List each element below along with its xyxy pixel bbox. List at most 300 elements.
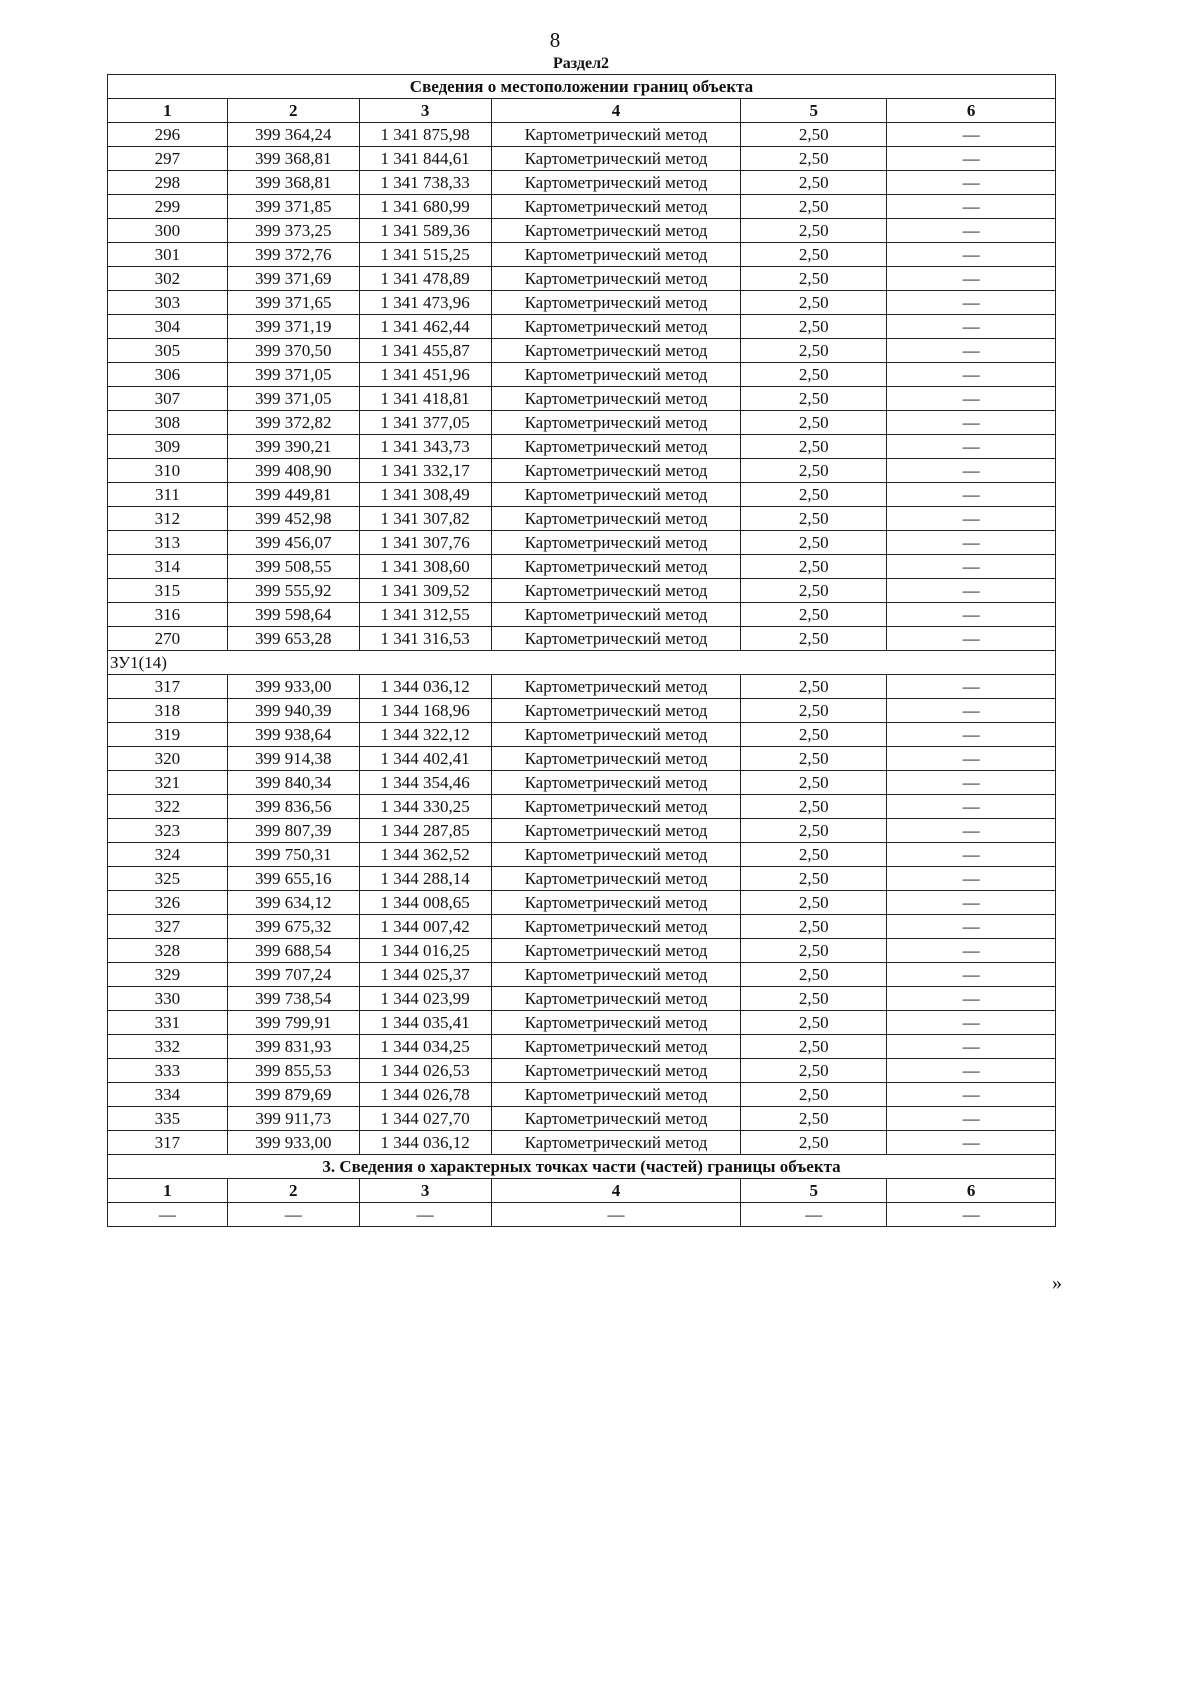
table-cell: 1 344 168,96 <box>359 699 491 723</box>
table-cell: 327 <box>108 915 228 939</box>
table-cell: 331 <box>108 1011 228 1035</box>
table-cell: 1 344 330,25 <box>359 795 491 819</box>
table-cell: — <box>887 171 1056 195</box>
table-cell: Картометрический метод <box>491 195 741 219</box>
table-cell: 1 341 308,60 <box>359 555 491 579</box>
table-cell: Картометрический метод <box>491 795 741 819</box>
table-row <box>108 843 1056 867</box>
table-row <box>108 507 1056 531</box>
column-header: 6 <box>887 1179 1056 1203</box>
table-cell: Картометрический метод <box>491 1035 741 1059</box>
table-cell: — <box>887 483 1056 507</box>
table-cell: 2,50 <box>741 603 887 627</box>
table-cell: 1 341 738,33 <box>359 171 491 195</box>
table-row <box>108 1035 1056 1059</box>
table-cell: 2,50 <box>741 363 887 387</box>
table-cell: 329 <box>108 963 228 987</box>
table-cell: 399 456,07 <box>227 531 359 555</box>
table-cell: 330 <box>108 987 228 1011</box>
table-cell: 399 370,50 <box>227 339 359 363</box>
table-cell: 311 <box>108 483 228 507</box>
table-cell: 2,50 <box>741 1035 887 1059</box>
table-title-row <box>108 75 1056 99</box>
table-cell: 1 344 016,25 <box>359 939 491 963</box>
table-cell: 2,50 <box>741 915 887 939</box>
table-cell: 309 <box>108 435 228 459</box>
closing-quote: » <box>1052 1272 1062 1294</box>
table-row <box>108 987 1056 1011</box>
column-header: 6 <box>887 99 1056 123</box>
table-cell: — <box>887 675 1056 699</box>
table-cell: Картометрический метод <box>491 1011 741 1035</box>
table-cell: Картометрический метод <box>491 939 741 963</box>
table-cell: Картометрический метод <box>491 387 741 411</box>
table-cell: 2,50 <box>741 1011 887 1035</box>
table-cell: 316 <box>108 603 228 627</box>
table-cell: Картометрический метод <box>491 579 741 603</box>
table-cell: Картометрический метод <box>491 507 741 531</box>
table-row <box>108 531 1056 555</box>
table-cell: 1 344 023,99 <box>359 987 491 1011</box>
table-cell: 1 344 026,78 <box>359 1083 491 1107</box>
table-cell: 1 344 402,41 <box>359 747 491 771</box>
table-cell: 1 341 455,87 <box>359 339 491 363</box>
table-row <box>108 819 1056 843</box>
column-header: 2 <box>227 1179 359 1203</box>
table-cell: — <box>887 699 1056 723</box>
table-cell: Картометрический метод <box>491 435 741 459</box>
table-cell: 1 341 875,98 <box>359 123 491 147</box>
table-cell: 2,50 <box>741 579 887 603</box>
table-cell: 1 341 307,82 <box>359 507 491 531</box>
table-cell: 2,50 <box>741 219 887 243</box>
group-row <box>108 651 1056 675</box>
table-cell: 1 341 478,89 <box>359 267 491 291</box>
table-cell: 2,50 <box>741 459 887 483</box>
table-row <box>108 1107 1056 1131</box>
table-cell: 335 <box>108 1107 228 1131</box>
table-cell: 399 371,65 <box>227 291 359 315</box>
table-cell: — <box>887 771 1056 795</box>
table-row <box>108 699 1056 723</box>
table-cell: Картометрический метод <box>491 267 741 291</box>
table-cell: 1 344 036,12 <box>359 1131 491 1155</box>
table-cell: 2,50 <box>741 1059 887 1083</box>
table-cell: 306 <box>108 363 228 387</box>
table-cell: 1 341 307,76 <box>359 531 491 555</box>
table-cell: — <box>491 1203 741 1227</box>
table-cell: 399 634,12 <box>227 891 359 915</box>
table-cell: 2,50 <box>741 627 887 651</box>
table-cell: — <box>887 867 1056 891</box>
table-cell: 319 <box>108 723 228 747</box>
table-cell: 298 <box>108 171 228 195</box>
table-cell: 325 <box>108 867 228 891</box>
table-cell: Картометрический метод <box>491 1059 741 1083</box>
table-cell: 1 341 451,96 <box>359 363 491 387</box>
table-cell: 299 <box>108 195 228 219</box>
table-cell: 399 371,05 <box>227 363 359 387</box>
table-cell: 2,50 <box>741 243 887 267</box>
table-cell: 297 <box>108 147 228 171</box>
table-cell: — <box>887 315 1056 339</box>
table-cell: — <box>887 363 1056 387</box>
table-cell: 2,50 <box>741 1083 887 1107</box>
table-cell: 2,50 <box>741 699 887 723</box>
table-cell: 399 750,31 <box>227 843 359 867</box>
table-cell: — <box>887 1203 1056 1227</box>
table-row <box>108 171 1056 195</box>
table-cell: Картометрический метод <box>491 483 741 507</box>
table-row <box>108 603 1056 627</box>
table-cell: — <box>887 123 1056 147</box>
table-cell: — <box>887 1083 1056 1107</box>
table-cell: Картометрический метод <box>491 243 741 267</box>
table-cell: 399 390,21 <box>227 435 359 459</box>
table-cell: — <box>887 603 1056 627</box>
table-row <box>108 459 1056 483</box>
table-cell: — <box>887 915 1056 939</box>
table-cell: 1 344 288,14 <box>359 867 491 891</box>
table-cell: 1 344 035,41 <box>359 1011 491 1035</box>
table-cell: 399 655,16 <box>227 867 359 891</box>
table-cell: Картометрический метод <box>491 291 741 315</box>
column-header: 5 <box>741 1179 887 1203</box>
table-cell: — <box>887 963 1056 987</box>
table-cell: — <box>887 723 1056 747</box>
table-cell: 2,50 <box>741 891 887 915</box>
table-cell: 399 807,39 <box>227 819 359 843</box>
table-cell: 334 <box>108 1083 228 1107</box>
table-cell: 399 940,39 <box>227 699 359 723</box>
table-cell: — <box>887 1107 1056 1131</box>
table-cell: Картометрический метод <box>491 171 741 195</box>
table-cell: 1 344 034,25 <box>359 1035 491 1059</box>
table-row <box>108 939 1056 963</box>
table-cell: 2,50 <box>741 747 887 771</box>
table-cell: — <box>887 291 1056 315</box>
table-cell: — <box>227 1203 359 1227</box>
table-cell: 318 <box>108 699 228 723</box>
table-cell: 1 344 354,46 <box>359 771 491 795</box>
table-cell: — <box>108 1203 228 1227</box>
table-cell: 2,50 <box>741 675 887 699</box>
table-cell: 399 938,64 <box>227 723 359 747</box>
table-cell: 2,50 <box>741 171 887 195</box>
table-cell: 399 408,90 <box>227 459 359 483</box>
table-cell: 2,50 <box>741 531 887 555</box>
table-cell: 399 879,69 <box>227 1083 359 1107</box>
table-cell: 399 371,85 <box>227 195 359 219</box>
table-cell: 320 <box>108 747 228 771</box>
table-row <box>108 723 1056 747</box>
table-cell: — <box>887 339 1056 363</box>
column-header-row <box>108 99 1056 123</box>
table-cell: 328 <box>108 939 228 963</box>
column-header: 3 <box>359 1179 491 1203</box>
table-row <box>108 267 1056 291</box>
table-cell: 399 831,93 <box>227 1035 359 1059</box>
table-cell: 399 372,76 <box>227 243 359 267</box>
table-cell: 321 <box>108 771 228 795</box>
table-cell: 2,50 <box>741 267 887 291</box>
table-cell: 399 799,91 <box>227 1011 359 1035</box>
group-label: ЗУ1(14) <box>108 651 1056 675</box>
table-cell: 2,50 <box>741 195 887 219</box>
table-cell: 333 <box>108 1059 228 1083</box>
table-cell: Картометрический метод <box>491 603 741 627</box>
table-cell: 270 <box>108 627 228 651</box>
table-cell: Картометрический метод <box>491 699 741 723</box>
table-cell: 1 344 025,37 <box>359 963 491 987</box>
table-cell: 399 855,53 <box>227 1059 359 1083</box>
table-cell: — <box>887 1035 1056 1059</box>
table-cell: 2,50 <box>741 939 887 963</box>
table-row <box>108 627 1056 651</box>
table-cell: Картометрический метод <box>491 867 741 891</box>
table-cell: 317 <box>108 675 228 699</box>
table-cell: 2,50 <box>741 987 887 1011</box>
table-row <box>108 123 1056 147</box>
table-cell: Картометрический метод <box>491 555 741 579</box>
column-header: 3 <box>359 99 491 123</box>
table-cell: 1 344 322,12 <box>359 723 491 747</box>
table-cell: — <box>359 1203 491 1227</box>
table-cell: — <box>887 147 1056 171</box>
table-cell: 301 <box>108 243 228 267</box>
table-row <box>108 915 1056 939</box>
table-cell: 399 675,32 <box>227 915 359 939</box>
table-cell: — <box>887 987 1056 1011</box>
table-cell: 399 508,55 <box>227 555 359 579</box>
table-cell: Картометрический метод <box>491 531 741 555</box>
table-cell: 2,50 <box>741 507 887 531</box>
table-cell: 1 341 332,17 <box>359 459 491 483</box>
table-cell: 399 364,24 <box>227 123 359 147</box>
table-cell: — <box>887 747 1056 771</box>
table-cell: 2,50 <box>741 819 887 843</box>
table-cell: Картометрический метод <box>491 123 741 147</box>
table-cell: 1 341 589,36 <box>359 219 491 243</box>
table-cell: Картометрический метод <box>491 1131 741 1155</box>
column-header: 4 <box>491 99 741 123</box>
table-cell: — <box>887 195 1056 219</box>
table-cell: 399 449,81 <box>227 483 359 507</box>
table-cell: 1 341 316,53 <box>359 627 491 651</box>
table-cell: 315 <box>108 579 228 603</box>
table-cell: 2,50 <box>741 555 887 579</box>
table-cell: 332 <box>108 1035 228 1059</box>
table-cell: 2,50 <box>741 387 887 411</box>
table-cell: 1 341 844,61 <box>359 147 491 171</box>
table-cell: 2,50 <box>741 411 887 435</box>
table-cell: — <box>887 219 1056 243</box>
table-cell: 399 371,69 <box>227 267 359 291</box>
table-row <box>108 867 1056 891</box>
table-cell: — <box>887 555 1056 579</box>
table-cell: — <box>887 531 1056 555</box>
table-cell: 2,50 <box>741 1131 887 1155</box>
table-row <box>108 1059 1056 1083</box>
table-cell: — <box>887 507 1056 531</box>
table-row <box>108 675 1056 699</box>
table-row <box>108 1131 1056 1155</box>
table-row <box>108 291 1056 315</box>
table-cell: Картометрический метод <box>491 915 741 939</box>
table-cell: 399 836,56 <box>227 795 359 819</box>
table-cell: 313 <box>108 531 228 555</box>
table-cell: 2,50 <box>741 339 887 363</box>
table-cell: — <box>887 1131 1056 1155</box>
boundary-table <box>107 74 1056 1227</box>
table-cell: 322 <box>108 795 228 819</box>
table-row <box>108 555 1056 579</box>
table-cell: 304 <box>108 315 228 339</box>
table-cell: Картометрический метод <box>491 819 741 843</box>
column-header: 4 <box>491 1179 741 1203</box>
table-row <box>108 747 1056 771</box>
column-header-row <box>108 1179 1056 1203</box>
table-cell: — <box>887 243 1056 267</box>
table-cell: 2,50 <box>741 123 887 147</box>
table-row <box>108 1083 1056 1107</box>
table-cell: 1 344 036,12 <box>359 675 491 699</box>
section-label: Раздел2 <box>552 55 610 72</box>
table-cell: 310 <box>108 459 228 483</box>
table-cell: Картометрический метод <box>491 1107 741 1131</box>
table-cell: 1 341 515,25 <box>359 243 491 267</box>
table-cell: 324 <box>108 843 228 867</box>
table-cell: 399 373,25 <box>227 219 359 243</box>
table-cell: 399 371,19 <box>227 315 359 339</box>
table-cell: Картометрический метод <box>491 843 741 867</box>
table-cell: 399 707,24 <box>227 963 359 987</box>
table-cell: — <box>887 1059 1056 1083</box>
table-cell: — <box>887 795 1056 819</box>
table-cell: 317 <box>108 1131 228 1155</box>
table-cell: 1 344 026,53 <box>359 1059 491 1083</box>
table-row <box>108 795 1056 819</box>
table-cell: Картометрический метод <box>491 747 741 771</box>
table-cell: 399 738,54 <box>227 987 359 1011</box>
table-cell: 2,50 <box>741 771 887 795</box>
table-cell: 1 341 418,81 <box>359 387 491 411</box>
table-cell: 2,50 <box>741 483 887 507</box>
table-cell: 399 452,98 <box>227 507 359 531</box>
table-cell: 1 344 362,52 <box>359 843 491 867</box>
table-cell: Картометрический метод <box>491 147 741 171</box>
table-cell: Картометрический метод <box>491 627 741 651</box>
table-row <box>108 891 1056 915</box>
table-cell: Картометрический метод <box>491 771 741 795</box>
table-cell: — <box>887 843 1056 867</box>
table-cell: 2,50 <box>741 723 887 747</box>
table-cell: 1 344 008,65 <box>359 891 491 915</box>
table-cell: 399 598,64 <box>227 603 359 627</box>
table-cell: — <box>887 891 1056 915</box>
table-cell: 1 341 308,49 <box>359 483 491 507</box>
table-cell: Картометрический метод <box>491 675 741 699</box>
table-cell: 300 <box>108 219 228 243</box>
table-cell: 1 341 680,99 <box>359 195 491 219</box>
table-row <box>108 483 1056 507</box>
table-cell: 399 368,81 <box>227 171 359 195</box>
column-header: 5 <box>741 99 887 123</box>
table-cell: 399 653,28 <box>227 627 359 651</box>
table-cell: — <box>887 459 1056 483</box>
table-cell: 1 344 287,85 <box>359 819 491 843</box>
table-cell: Картометрический метод <box>491 891 741 915</box>
table-cell: 399 372,82 <box>227 411 359 435</box>
table-row <box>108 579 1056 603</box>
table-cell: Картометрический метод <box>491 219 741 243</box>
table-cell: 1 341 473,96 <box>359 291 491 315</box>
table-cell: 303 <box>108 291 228 315</box>
table-cell: — <box>887 627 1056 651</box>
table-cell: 296 <box>108 123 228 147</box>
table-row <box>108 387 1056 411</box>
table-row <box>108 435 1056 459</box>
table-cell: — <box>887 387 1056 411</box>
table-cell: 2,50 <box>741 435 887 459</box>
table-cell: 2,50 <box>741 147 887 171</box>
table-cell: — <box>887 579 1056 603</box>
page-number: 8 <box>549 28 561 52</box>
table-cell: 399 371,05 <box>227 387 359 411</box>
table-row <box>108 315 1056 339</box>
table-cell: Картометрический метод <box>491 411 741 435</box>
table-cell: 2,50 <box>741 843 887 867</box>
table-cell: Картометрический метод <box>491 723 741 747</box>
table-cell: 399 914,38 <box>227 747 359 771</box>
table-title-row <box>108 1155 1056 1179</box>
table-cell: 2,50 <box>741 867 887 891</box>
table-cell: 308 <box>108 411 228 435</box>
table-cell: Картометрический метод <box>491 459 741 483</box>
table-cell: 1 341 309,52 <box>359 579 491 603</box>
table-cell: 2,50 <box>741 1107 887 1131</box>
table-cell: 326 <box>108 891 228 915</box>
table-cell: — <box>887 435 1056 459</box>
table-title: Сведения о местоположении границ объекта <box>108 75 1056 99</box>
table-cell: 323 <box>108 819 228 843</box>
table-cell: Картометрический метод <box>491 339 741 363</box>
table-row <box>108 363 1056 387</box>
column-header: 2 <box>227 99 359 123</box>
table-cell: 2,50 <box>741 291 887 315</box>
table-title: 3. Сведения о характерных точках части (частей) границы объекта <box>108 1155 1056 1179</box>
table-row <box>108 963 1056 987</box>
table-cell: 1 341 377,05 <box>359 411 491 435</box>
table-cell: 1 341 312,55 <box>359 603 491 627</box>
column-header: 1 <box>108 1179 228 1203</box>
table-cell: 2,50 <box>741 795 887 819</box>
table-cell: 399 933,00 <box>227 1131 359 1155</box>
table-cell: 2,50 <box>741 315 887 339</box>
table-cell: 399 911,73 <box>227 1107 359 1131</box>
table-cell: 305 <box>108 339 228 363</box>
table-cell: 312 <box>108 507 228 531</box>
table-cell: Картометрический метод <box>491 1083 741 1107</box>
table-cell: — <box>887 819 1056 843</box>
table-row <box>108 339 1056 363</box>
table-cell: Картометрический метод <box>491 363 741 387</box>
table-cell: Картометрический метод <box>491 963 741 987</box>
table-row <box>108 1203 1056 1227</box>
table-cell: 314 <box>108 555 228 579</box>
table-cell: — <box>887 939 1056 963</box>
table-cell: — <box>887 1011 1056 1035</box>
